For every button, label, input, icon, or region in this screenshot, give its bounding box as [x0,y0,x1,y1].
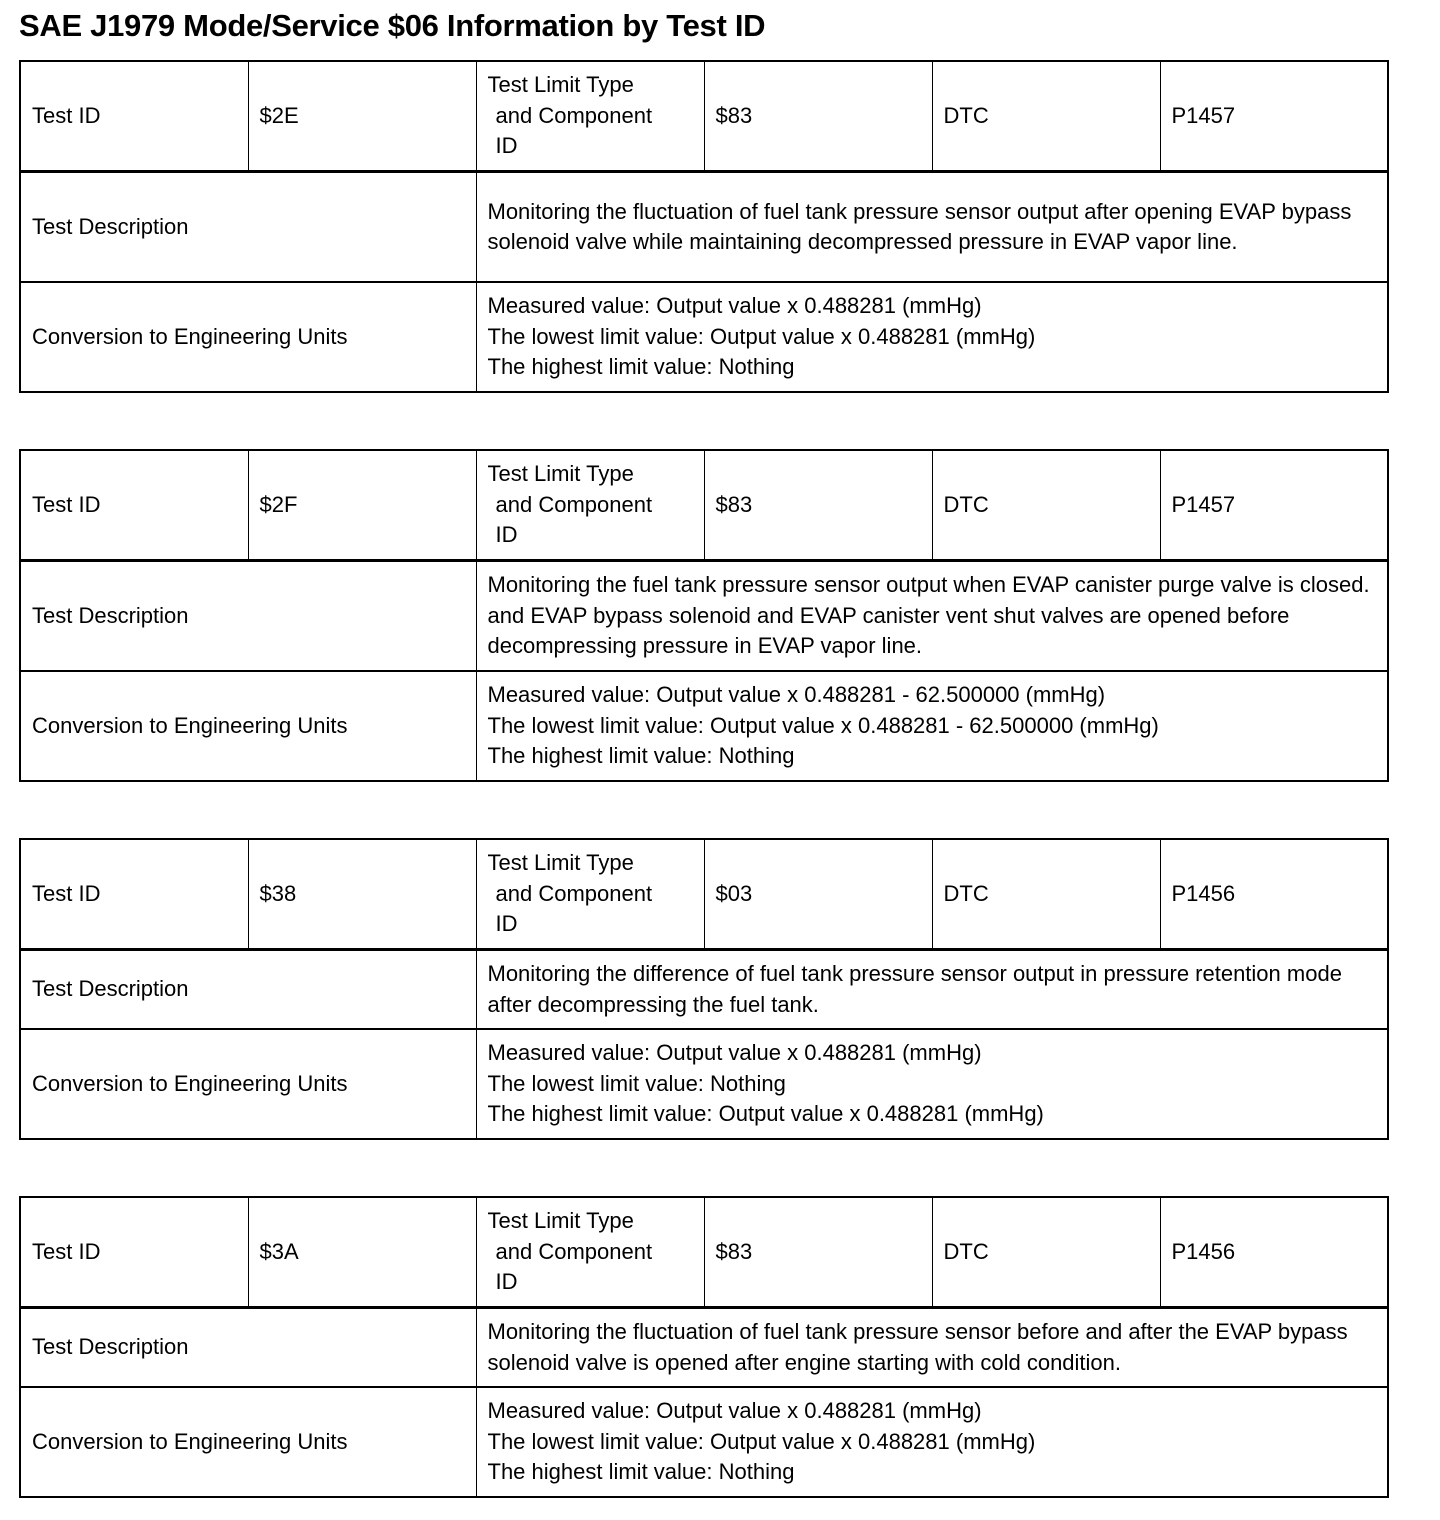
conversion-value [476,282,1388,392]
conversion-row [20,671,1388,781]
description-row [20,172,1388,283]
test-limit-type-value: $83 [704,61,932,172]
conversion-label: Conversion to Engineering Units [20,1029,476,1139]
test-id-table [19,1196,1389,1498]
test-id-label: Test ID [20,450,248,561]
dtc-label: DTC [932,839,1160,950]
dtc-value: P1457 [1160,61,1388,172]
header-row [20,61,1388,172]
description-row [20,1308,1388,1388]
test-description-value: Monitoring the fluctuation of fuel tank pressure sensor before and after the EVAP bypass solenoid valve is opened after engine starting with cold condition. [476,1308,1388,1388]
dtc-value: P1456 [1160,839,1388,950]
dtc-label: DTC [932,1197,1160,1308]
test-description-value: Monitoring the difference of fuel tank pressure sensor output in pressure retention mode after decompressing the fuel tank. [476,950,1388,1030]
dtc-value: P1457 [1160,450,1388,561]
test-id-table [19,838,1389,1140]
test-id-label: Test ID [20,61,248,172]
description-row [20,950,1388,1030]
test-id-value: $3A [248,1197,476,1308]
measured-value-line: Measured value: Output value x 0.488281 (mmHg) [487,1398,982,1424]
measured-value-line: Measured value: Output value x 0.488281 (mmHg) [487,1040,982,1066]
conversion-value [476,1387,1388,1497]
test-description-value: Monitoring the fuel tank pressure sensor output when EVAP canister purge valve is closed. and EVAP bypass solenoid and EVAP canister vent shut valves are opened before decompressing pressure in EVAP vapor line. [476,561,1388,672]
conversion-row [20,282,1388,392]
highest-limit-line: The highest limit value: Nothing [487,743,795,769]
conversion-label: Conversion to Engineering Units [20,282,476,392]
highest-limit-line: The highest limit value: Nothing [487,354,795,380]
lowest-limit-line: The lowest limit value: Output value x 0.488281 (mmHg) [487,323,1036,349]
dtc-label: DTC [932,61,1160,172]
test-id-table [19,449,1389,782]
test-description-label: Test Description [20,950,476,1030]
test-limit-type-label: Test Limit Type and Component ID [476,839,704,950]
conversion-value [476,1029,1388,1139]
test-id-value: $38 [248,839,476,950]
page-title: SAE J1979 Mode/Service $06 Information by Test ID [19,8,766,43]
test-description-label: Test Description [20,1308,476,1388]
header-row [20,1197,1388,1308]
lowest-limit-line: The lowest limit value: Nothing [487,1070,786,1096]
test-limit-type-value: $03 [704,839,932,950]
dtc-value: P1456 [1160,1197,1388,1308]
conversion-label: Conversion to Engineering Units [20,671,476,781]
test-limit-type-label: Test Limit Type and Component ID [476,61,704,172]
measured-value-line: Measured value: Output value x 0.488281 (mmHg) [487,293,982,319]
test-id-label: Test ID [20,839,248,950]
measured-value-line: Measured value: Output value x 0.488281 - 62.500000 (mmHg) [487,682,1106,708]
conversion-row [20,1029,1388,1139]
dtc-label: DTC [932,450,1160,561]
description-row [20,561,1388,672]
test-limit-type-label: Test Limit Type and Component ID [476,1197,704,1308]
lowest-limit-line: The lowest limit value: Output value x 0.488281 (mmHg) [487,1428,1036,1454]
test-limit-type-value: $83 [704,450,932,561]
conversion-label: Conversion to Engineering Units [20,1387,476,1497]
test-description-value: Monitoring the fluctuation of fuel tank pressure sensor output after opening EVAP bypass solenoid valve while maintaining decompressed pressure in EVAP vapor line. [476,172,1388,283]
highest-limit-line: The highest limit value: Nothing [487,1459,795,1485]
test-limit-type-label: Test Limit Type and Component ID [476,450,704,561]
header-row [20,450,1388,561]
lowest-limit-line: The lowest limit value: Output value x 0.488281 - 62.500000 (mmHg) [487,712,1159,738]
conversion-row [20,1387,1388,1497]
test-id-value: $2F [248,450,476,561]
conversion-value [476,671,1388,781]
header-row [20,839,1388,950]
test-id-table [19,60,1389,393]
test-description-label: Test Description [20,561,476,672]
test-id-label: Test ID [20,1197,248,1308]
highest-limit-line: The highest limit value: Output value x 0.488281 (mmHg) [487,1101,1044,1127]
test-description-label: Test Description [20,172,476,283]
test-limit-type-value: $83 [704,1197,932,1308]
test-id-value: $2E [248,61,476,172]
